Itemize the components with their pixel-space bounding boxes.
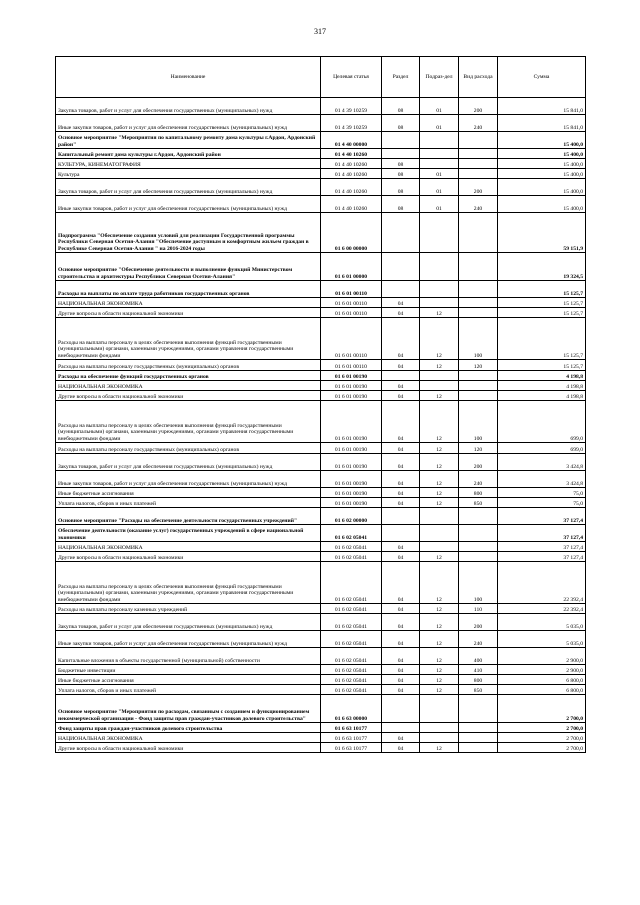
cell-sum: 22 392,4 xyxy=(498,604,586,614)
cell-code: 01 6 01 00190 xyxy=(321,391,382,401)
cell-subsection: 12 xyxy=(420,665,459,675)
cell-sum: 37 127,4 xyxy=(498,508,586,525)
cell-sum: 15 125,7 xyxy=(498,308,586,318)
cell-type xyxy=(459,308,498,318)
cell-name: НАЦИОНАЛЬНАЯ ЭКОНОМИКА xyxy=(56,542,321,552)
cell-sum: 5 035,0 xyxy=(498,631,586,648)
table-row xyxy=(56,648,586,665)
cell-sum: 15 125,7 xyxy=(498,298,586,308)
table-row xyxy=(56,498,586,508)
cell-sum: 4 198,8 xyxy=(498,371,586,381)
cell-type xyxy=(459,281,498,298)
cell-code: 01 4 40 10260 xyxy=(321,149,382,159)
cell-name: НАЦИОНАЛЬНАЯ ЭКОНОМИКА xyxy=(56,381,321,391)
cell-subsection: 12 xyxy=(420,360,459,371)
cell-subsection: 12 xyxy=(420,454,459,471)
cell-sum: 75,0 xyxy=(498,488,586,498)
cell-code: 01 6 00 00000 xyxy=(321,213,382,253)
table-row xyxy=(56,401,586,443)
cell-subsection xyxy=(420,132,459,149)
cell-sum: 2 700,0 xyxy=(498,723,586,733)
cell-section xyxy=(382,253,420,281)
cell-name: Основное мероприятие "Мероприятия по капитальному ремонту дома культуры г.Ардон, Ардонский район" xyxy=(56,132,321,149)
cell-type: 410 xyxy=(459,665,498,675)
cell-type: 240 xyxy=(459,196,498,213)
cell-type xyxy=(459,381,498,391)
cell-sum: 6 800,0 xyxy=(498,685,586,695)
cell-subsection: 01 xyxy=(420,115,459,132)
cell-type: 400 xyxy=(459,648,498,665)
cell-type xyxy=(459,508,498,525)
cell-subsection: 12 xyxy=(420,631,459,648)
cell-section: 04 xyxy=(382,360,420,371)
table-row xyxy=(56,213,586,253)
cell-subsection xyxy=(420,381,459,391)
cell-subsection xyxy=(420,525,459,542)
cell-code: 01 6 01 00190 xyxy=(321,488,382,498)
cell-code: 01 6 02 05041 xyxy=(321,631,382,648)
cell-section xyxy=(382,132,420,149)
cell-type: 850 xyxy=(459,685,498,695)
table-row xyxy=(56,360,586,371)
cell-subsection: 01 xyxy=(420,169,459,179)
cell-subsection: 12 xyxy=(420,685,459,695)
cell-code: 01 4 39 10259 xyxy=(321,98,382,115)
table-row xyxy=(56,196,586,213)
cell-section: 08 xyxy=(382,169,420,179)
cell-section: 04 xyxy=(382,471,420,488)
cell-subsection: 12 xyxy=(420,743,459,753)
table-row xyxy=(56,614,586,631)
cell-code: 01 6 01 00190 xyxy=(321,443,382,454)
cell-type xyxy=(459,371,498,381)
cell-name: НАЦИОНАЛЬНАЯ ЭКОНОМИКА xyxy=(56,298,321,308)
cell-sum: 22 392,4 xyxy=(498,562,586,604)
cell-type xyxy=(459,253,498,281)
cell-sum: 15 400,0 xyxy=(498,159,586,169)
table-row xyxy=(56,132,586,149)
cell-section: 04 xyxy=(382,391,420,401)
cell-sum: 19 324,5 xyxy=(498,253,586,281)
table-row xyxy=(56,604,586,614)
cell-name: Другие вопросы в области национальной экономики xyxy=(56,308,321,318)
cell-subsection: 12 xyxy=(420,318,459,360)
cell-name: Обеспечение деятельности (оказание услуг) государственных учреждений в сфере национальной экономики xyxy=(56,525,321,542)
cell-code: 01 6 02 05041 xyxy=(321,552,382,562)
cell-name: Расходы на выплаты персоналу государственных (муниципальных) органов xyxy=(56,360,321,371)
cell-name: Капитальный ремонт дома культуры г.Ардон, Ардонский район xyxy=(56,149,321,159)
cell-subsection: 01 xyxy=(420,98,459,115)
table-row xyxy=(56,508,586,525)
cell-code: 01 6 02 05041 xyxy=(321,665,382,675)
cell-sum: 2 700,0 xyxy=(498,695,586,723)
cell-section: 04 xyxy=(382,498,420,508)
cell-code: 01 4 39 10259 xyxy=(321,115,382,132)
cell-code: 01 6 63 10177 xyxy=(321,723,382,733)
cell-section: 04 xyxy=(382,542,420,552)
cell-sum: 4 198,8 xyxy=(498,391,586,401)
cell-name: Подпрограмма "Обеспечение создания условий для реализации Государственной программы Республики Северная Осетия-Алания "Обеспечение доступным и комфортным жильем граждан в Республике Северная Осетия-Алания " на 2016-2024 годы xyxy=(56,213,321,253)
header-sum: Сумма xyxy=(498,57,586,98)
cell-type xyxy=(459,132,498,149)
cell-type xyxy=(459,298,498,308)
cell-section: 08 xyxy=(382,196,420,213)
cell-subsection xyxy=(420,253,459,281)
table-row xyxy=(56,665,586,675)
cell-type xyxy=(459,149,498,159)
table-row xyxy=(56,562,586,604)
cell-type xyxy=(459,743,498,753)
cell-subsection: 12 xyxy=(420,552,459,562)
cell-code: 01 6 02 05041 xyxy=(321,562,382,604)
cell-code: 01 4 40 10260 xyxy=(321,179,382,196)
cell-type xyxy=(459,169,498,179)
cell-subsection: 12 xyxy=(420,401,459,443)
cell-code: 01 6 01 00190 xyxy=(321,371,382,381)
cell-sum: 2 700,0 xyxy=(498,743,586,753)
cell-name: Расходы на выплаты персоналу казенных учреждений xyxy=(56,604,321,614)
cell-name: Иные закупки товаров, работ и услуг для обеспечения государственных (муниципальных) нужд xyxy=(56,115,321,132)
cell-subsection xyxy=(420,695,459,723)
cell-name: Расходы на обеспечение функций государственных органов xyxy=(56,371,321,381)
table-row xyxy=(56,149,586,159)
cell-sum: 699,0 xyxy=(498,401,586,443)
cell-type xyxy=(459,542,498,552)
cell-section: 08 xyxy=(382,98,420,115)
cell-subsection: 12 xyxy=(420,488,459,498)
cell-type: 240 xyxy=(459,631,498,648)
cell-subsection xyxy=(420,508,459,525)
cell-subsection xyxy=(420,723,459,733)
table-row xyxy=(56,443,586,454)
cell-code: 01 6 01 00110 xyxy=(321,318,382,360)
cell-type xyxy=(459,552,498,562)
cell-name: Фонд защиты прав граждан-участников долевого строительства xyxy=(56,723,321,733)
cell-sum: 15 400,0 xyxy=(498,196,586,213)
cell-code: 01 6 63 10177 xyxy=(321,733,382,743)
cell-sum: 2 900,0 xyxy=(498,665,586,675)
cell-code: 01 6 01 00110 xyxy=(321,360,382,371)
cell-code: 01 6 02 05041 xyxy=(321,648,382,665)
cell-code: 01 4 40 10260 xyxy=(321,169,382,179)
cell-type: 850 xyxy=(459,498,498,508)
table-row xyxy=(56,552,586,562)
cell-code: 01 6 01 00110 xyxy=(321,308,382,318)
cell-code: 01 6 02 05041 xyxy=(321,542,382,552)
cell-code: 01 4 40 10260 xyxy=(321,159,382,169)
cell-subsection: 01 xyxy=(420,179,459,196)
cell-type xyxy=(459,213,498,253)
cell-section: 08 xyxy=(382,115,420,132)
table-row xyxy=(56,253,586,281)
page-number: 317 xyxy=(314,27,326,36)
table-row xyxy=(56,685,586,695)
cell-section: 04 xyxy=(382,401,420,443)
cell-sum: 15 841,0 xyxy=(498,98,586,115)
cell-name: Другие вопросы в области национальной экономики xyxy=(56,743,321,753)
cell-name: Расходы на выплаты персоналу государственных (муниципальных) органов xyxy=(56,443,321,454)
cell-section xyxy=(382,695,420,723)
table-row xyxy=(56,733,586,743)
cell-name: Иные закупки товаров, работ и услуг для обеспечения государственных (муниципальных) нужд xyxy=(56,471,321,488)
cell-sum: 15 125,7 xyxy=(498,360,586,371)
table-row xyxy=(56,159,586,169)
cell-name: Основное мероприятие "Мероприятия по расходам, связанным с созданием и функционированием некоммерческой организации - Фонд защиты прав граждан-участников долевого строительства" xyxy=(56,695,321,723)
cell-code: 01 6 01 00110 xyxy=(321,281,382,298)
cell-sum: 15 841,0 xyxy=(498,115,586,132)
cell-name: Расходы на выплаты персоналу в целях обеспечения выполнения функций государственными (муниципальными) органами, казенными учреждениями, органами управления государственными внебюджетными фондами xyxy=(56,401,321,443)
cell-code: 01 6 02 05041 xyxy=(321,614,382,631)
cell-type: 100 xyxy=(459,401,498,443)
cell-type: 120 xyxy=(459,443,498,454)
table-row xyxy=(56,318,586,360)
cell-section: 04 xyxy=(382,733,420,743)
table-row xyxy=(56,471,586,488)
cell-name: Основное мероприятие "Обеспечение деятельности и выполнение функций Министерством строительства и архитектуры Республики Северная Осетия-Алания" xyxy=(56,253,321,281)
table-row xyxy=(56,308,586,318)
cell-subsection xyxy=(420,213,459,253)
cell-section xyxy=(382,281,420,298)
cell-sum: 6 800,0 xyxy=(498,675,586,685)
cell-sum: 2 900,0 xyxy=(498,648,586,665)
cell-code: 01 6 01 00190 xyxy=(321,498,382,508)
table-header-row xyxy=(56,57,586,98)
cell-section: 04 xyxy=(382,614,420,631)
cell-section: 04 xyxy=(382,743,420,753)
cell-section xyxy=(382,508,420,525)
cell-code: 01 6 02 05041 xyxy=(321,685,382,695)
cell-section xyxy=(382,525,420,542)
cell-name: Культура xyxy=(56,169,321,179)
table-row xyxy=(56,454,586,471)
cell-code: 01 6 02 05041 xyxy=(321,525,382,542)
table-row xyxy=(56,169,586,179)
cell-sum: 5 035,0 xyxy=(498,614,586,631)
table-row xyxy=(56,179,586,196)
cell-subsection xyxy=(420,371,459,381)
cell-name: Другие вопросы в области национальной экономики xyxy=(56,391,321,401)
header-subsection: Подраз-дел xyxy=(420,57,459,98)
cell-type xyxy=(459,525,498,542)
cell-sum: 15 400,0 xyxy=(498,132,586,149)
cell-name: Расходы на выплаты по оплате труда работников государственных органов xyxy=(56,281,321,298)
cell-subsection: 12 xyxy=(420,443,459,454)
cell-type: 800 xyxy=(459,488,498,498)
table-row xyxy=(56,525,586,542)
table-row xyxy=(56,488,586,498)
cell-section: 04 xyxy=(382,298,420,308)
header-name: Наименование xyxy=(56,57,321,98)
cell-type: 120 xyxy=(459,360,498,371)
cell-name: КУЛЬТУРА, КИНЕМАТОГРАФИЯ xyxy=(56,159,321,169)
cell-section: 04 xyxy=(382,665,420,675)
cell-section xyxy=(382,149,420,159)
cell-subsection xyxy=(420,298,459,308)
cell-section: 04 xyxy=(382,562,420,604)
cell-section: 04 xyxy=(382,454,420,471)
cell-section: 04 xyxy=(382,381,420,391)
cell-section: 04 xyxy=(382,631,420,648)
cell-code: 01 6 01 00190 xyxy=(321,401,382,443)
cell-sum: 2 700,0 xyxy=(498,733,586,743)
cell-name: Бюджетные инвестиции xyxy=(56,665,321,675)
cell-subsection: 12 xyxy=(420,675,459,685)
table-row xyxy=(56,98,586,115)
cell-section: 04 xyxy=(382,443,420,454)
budget-table xyxy=(55,56,586,753)
cell-subsection xyxy=(420,542,459,552)
cell-code: 01 6 01 00000 xyxy=(321,253,382,281)
cell-type: 200 xyxy=(459,179,498,196)
cell-type: 200 xyxy=(459,454,498,471)
cell-subsection: 01 xyxy=(420,196,459,213)
cell-name: Иные бюджетные ассигнования xyxy=(56,488,321,498)
cell-section: 08 xyxy=(382,159,420,169)
cell-type xyxy=(459,723,498,733)
table-row xyxy=(56,542,586,552)
header-code: Целевая статья xyxy=(321,57,382,98)
cell-section: 04 xyxy=(382,675,420,685)
table-row xyxy=(56,695,586,723)
cell-section: 04 xyxy=(382,685,420,695)
cell-name: Закупка товаров, работ и услуг для обеспечения государственных (муниципальных) нужд xyxy=(56,179,321,196)
cell-name: Закупка товаров, работ и услуг для обеспечения государственных (муниципальных) нужд xyxy=(56,614,321,631)
cell-code: 01 6 02 05041 xyxy=(321,675,382,685)
table-row xyxy=(56,723,586,733)
table-row xyxy=(56,371,586,381)
cell-code: 01 6 63 00000 xyxy=(321,695,382,723)
cell-type xyxy=(459,159,498,169)
cell-code: 01 6 01 00190 xyxy=(321,454,382,471)
cell-sum: 3 424,8 xyxy=(498,454,586,471)
table-row xyxy=(56,298,586,308)
cell-code: 01 6 02 00000 xyxy=(321,508,382,525)
cell-subsection xyxy=(420,733,459,743)
cell-sum: 37 127,4 xyxy=(498,552,586,562)
cell-sum: 699,0 xyxy=(498,443,586,454)
cell-sum: 15 400,0 xyxy=(498,179,586,196)
header-type: Вид расхода xyxy=(459,57,498,98)
cell-type: 200 xyxy=(459,614,498,631)
cell-sum: 75,0 xyxy=(498,498,586,508)
cell-type: 240 xyxy=(459,115,498,132)
cell-subsection xyxy=(420,149,459,159)
cell-type: 240 xyxy=(459,471,498,488)
table-row xyxy=(56,675,586,685)
cell-section: 04 xyxy=(382,318,420,360)
cell-code: 01 6 01 00190 xyxy=(321,381,382,391)
cell-subsection: 12 xyxy=(420,498,459,508)
cell-name: Расходы на выплаты персоналу в целях обеспечения выполнения функций государственными (муниципальными) органами, казенными учреждениями, органами управления государственными внебюджетными фондами xyxy=(56,562,321,604)
table-row xyxy=(56,391,586,401)
cell-section: 04 xyxy=(382,552,420,562)
cell-subsection: 12 xyxy=(420,604,459,614)
cell-name: Иные закупки товаров, работ и услуг для обеспечения государственных (муниципальных) нужд xyxy=(56,196,321,213)
cell-sum: 37 127,4 xyxy=(498,542,586,552)
cell-subsection: 12 xyxy=(420,471,459,488)
cell-code: 01 6 01 00110 xyxy=(321,298,382,308)
cell-section: 08 xyxy=(382,179,420,196)
cell-name: Другие вопросы в области национальной экономики xyxy=(56,552,321,562)
cell-code: 01 4 40 00000 xyxy=(321,132,382,149)
cell-sum: 59 151,9 xyxy=(498,213,586,253)
table-row xyxy=(56,115,586,132)
cell-type: 800 xyxy=(459,675,498,685)
cell-name: Закупка товаров, работ и услуг для обеспечения государственных (муниципальных) нужд xyxy=(56,454,321,471)
table-row xyxy=(56,281,586,298)
cell-type xyxy=(459,695,498,723)
cell-name: НАЦИОНАЛЬНАЯ ЭКОНОМИКА xyxy=(56,733,321,743)
cell-code: 01 6 63 10177 xyxy=(321,743,382,753)
cell-name: Уплата налогов, сборов и иных платежей xyxy=(56,685,321,695)
cell-code: 01 6 01 00190 xyxy=(321,471,382,488)
cell-section: 04 xyxy=(382,488,420,498)
cell-subsection: 12 xyxy=(420,614,459,631)
table-row xyxy=(56,381,586,391)
cell-name: Иные закупки товаров, работ и услуг для обеспечения государственных (муниципальных) нужд xyxy=(56,631,321,648)
cell-subsection: 12 xyxy=(420,308,459,318)
cell-type xyxy=(459,733,498,743)
table-row xyxy=(56,631,586,648)
cell-subsection: 12 xyxy=(420,391,459,401)
cell-type xyxy=(459,391,498,401)
cell-sum: 15 125,7 xyxy=(498,281,586,298)
cell-section: 04 xyxy=(382,308,420,318)
cell-subsection: 12 xyxy=(420,562,459,604)
cell-section xyxy=(382,723,420,733)
cell-section xyxy=(382,371,420,381)
cell-section: 04 xyxy=(382,604,420,614)
cell-name: Расходы на выплаты персоналу в целях обеспечения выполнения функций государственными (муниципальными) органами, казенными учреждениями, органами управления государственными внебюджетными фондами xyxy=(56,318,321,360)
cell-sum: 3 424,8 xyxy=(498,471,586,488)
cell-code: 01 6 02 05041 xyxy=(321,604,382,614)
cell-subsection xyxy=(420,281,459,298)
cell-type: 100 xyxy=(459,562,498,604)
cell-section: 04 xyxy=(382,648,420,665)
header-section: Раздел xyxy=(382,57,420,98)
cell-subsection: 12 xyxy=(420,648,459,665)
cell-sum: 37 127,4 xyxy=(498,525,586,542)
cell-code: 01 4 40 10260 xyxy=(321,196,382,213)
cell-sum: 15 400,0 xyxy=(498,149,586,159)
cell-name: Основное мероприятие "Расходы на обеспечение деятельности государственных учреждений" xyxy=(56,508,321,525)
cell-type: 200 xyxy=(459,98,498,115)
cell-type: 110 xyxy=(459,604,498,614)
cell-type: 100 xyxy=(459,318,498,360)
cell-name: Закупка товаров, работ и услуг для обеспечения государственных (муниципальных) нужд xyxy=(56,98,321,115)
cell-sum: 15 125,7 xyxy=(498,318,586,360)
cell-subsection xyxy=(420,159,459,169)
cell-sum: 4 198,8 xyxy=(498,381,586,391)
cell-name: Иные бюджетные ассигнования xyxy=(56,675,321,685)
cell-name: Уплата налогов, сборов и иных платежей xyxy=(56,498,321,508)
cell-section xyxy=(382,213,420,253)
table-body xyxy=(56,98,586,753)
cell-name: Капитальные вложения в объекты государственной (муниципальной) собственности xyxy=(56,648,321,665)
cell-sum: 15 400,0 xyxy=(498,169,586,179)
table-row xyxy=(56,743,586,753)
